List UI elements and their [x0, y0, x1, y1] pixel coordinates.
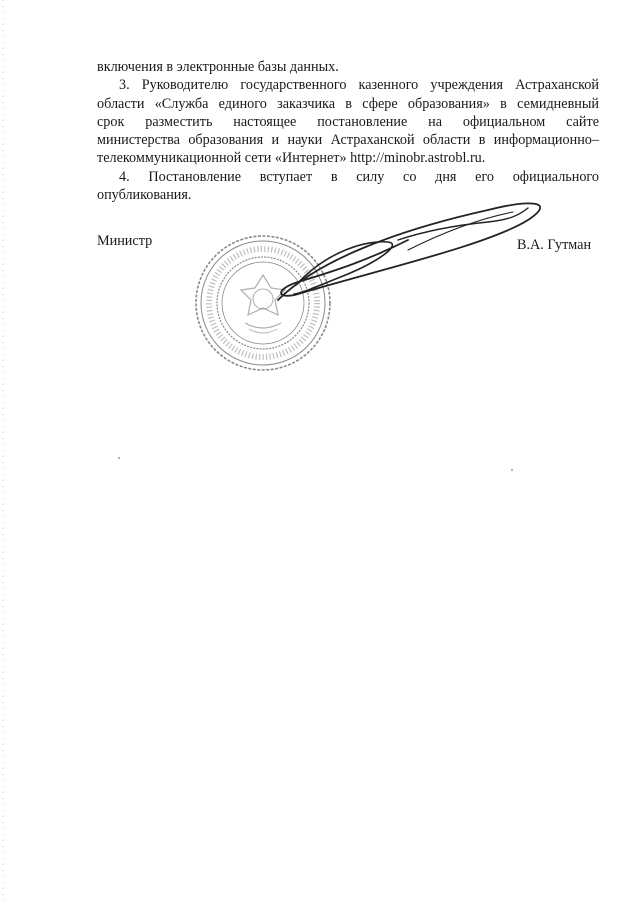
paragraph-line: включения в электронные базы данных.: [97, 59, 339, 75]
paragraph-line: телекоммуникационной сети «Интернет» http://minobr.astrobl.ru.: [97, 150, 486, 167]
document-body: [97, 58, 599, 204]
paragraph-line: министерства образования и науки Астраханской области в информационно–: [97, 132, 599, 149]
paragraph-line: 3. Руководителю государственного казенного учреждения Астраханской: [119, 77, 599, 94]
paragraph-line: 4. Постановление вступает в силу со дня его официального: [119, 168, 599, 185]
scan-speck: [511, 469, 513, 471]
scan-margin-artifact: [2, 0, 4, 905]
paragraph-line: срок разместить настоящее постановление на официальном сайте: [97, 113, 599, 130]
signer-position: Министр: [97, 233, 153, 249]
handwritten-signature: [258, 190, 558, 320]
scan-speck: [118, 457, 120, 459]
signer-name: В.А. Гутман: [517, 237, 592, 253]
paragraph-line: опубликования.: [97, 187, 192, 204]
paragraph-line: области «Служба единого заказчика в сфере образования» в семидневный: [97, 95, 599, 112]
